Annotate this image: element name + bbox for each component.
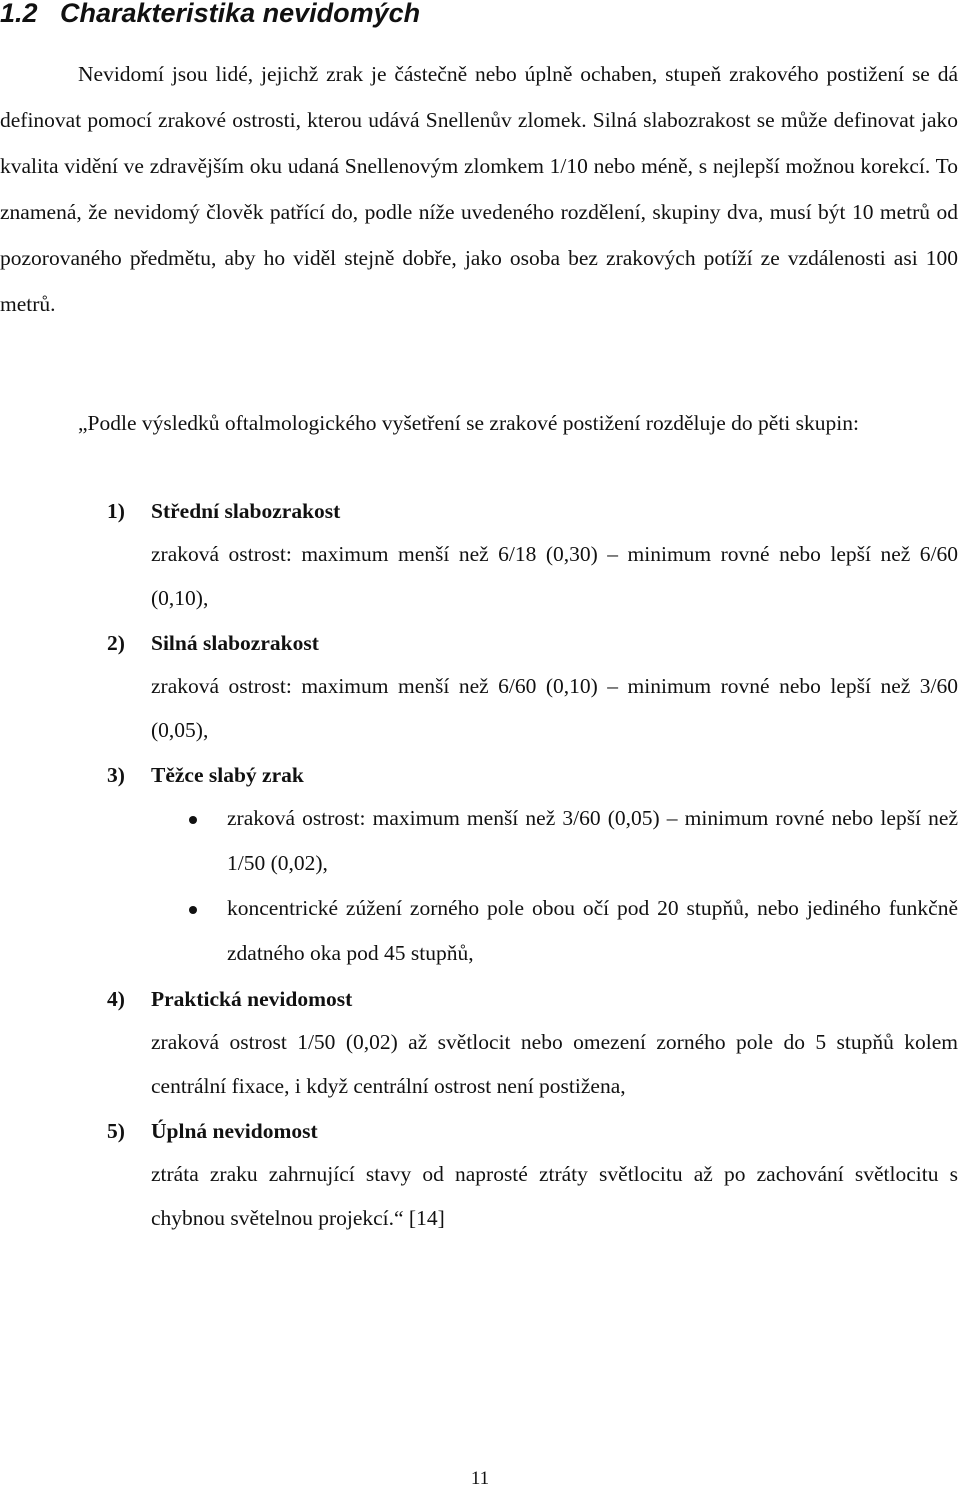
quote-intro-paragraph: „Podle výsledků oftalmologického vyšetření se zrakové postižení rozděluje do pěti skupin: bbox=[78, 411, 859, 435]
category-number: 4) bbox=[107, 987, 125, 1011]
category-header bbox=[0, 1108, 958, 1152]
category-description: zraková ostrost: maximum menší než 6/60 (0,10) – minimum rovné nebo lepší než 3/60 (0,05), bbox=[151, 674, 958, 742]
category-number: 1) bbox=[107, 499, 125, 523]
bullet-text: zraková ostrost: maximum menší než 3/60 (0,05) – minimum rovné nebo lepší než 1/50 (0,02), bbox=[227, 806, 958, 875]
category-number: 3) bbox=[107, 763, 125, 787]
category-item-2 bbox=[0, 620, 958, 752]
category-title: Praktická nevidomost bbox=[151, 987, 353, 1011]
category-title: Úplná nevidomost bbox=[151, 1119, 318, 1143]
category-title: Těžce slabý zrak bbox=[151, 763, 304, 787]
intro-paragraph: Nevidomí jsou lidé, jejichž zrak je částečně nebo úplně ochaben, stupeň zrakového postižení se dá definovat pomocí zrakové ostrosti, kterou udává Snellenův zlomek. Silná slabozrakost se může definovat jako kvalita vidění ve zdravějším oku udaná Snellenovým zlomkem 1/10 nebo méně, s nejlepší možnou korekcí. To znamená, že nevidomý člověk patřící do, podle níže uvedeného rozdělení, skupiny dva, musí být 10 metrů od pozorovaného předmětu, aby ho viděl stejně dobře, jako osoba bez zrakových potíží ze vzdálenosti asi 100 metrů. bbox=[0, 62, 958, 316]
bullet-dot-icon bbox=[189, 816, 197, 824]
category-title: Silná slabozrakost bbox=[151, 631, 319, 655]
impairment-categories-list bbox=[0, 488, 958, 1240]
category-number: 2) bbox=[107, 631, 125, 655]
category-header bbox=[0, 488, 958, 532]
category-item-4 bbox=[0, 976, 958, 1108]
category-item-1 bbox=[0, 488, 958, 620]
page-number: 11 bbox=[470, 1468, 490, 1489]
category-description: zraková ostrost 1/50 (0,02) až světlocit nebo omezení zorného pole do 5 stupňů kolem centrální fixace, i když centrální ostrost není postižena, bbox=[151, 1030, 958, 1098]
category-title: Střední slabozrakost bbox=[151, 499, 341, 523]
category-header bbox=[0, 976, 958, 1020]
section-number: 1.2 bbox=[0, 0, 38, 28]
category-item-3 bbox=[0, 752, 958, 976]
category-item-5 bbox=[0, 1108, 958, 1240]
category-number: 5) bbox=[107, 1119, 125, 1143]
bullet-dot-icon bbox=[189, 906, 197, 914]
bullet-item bbox=[227, 886, 958, 976]
category-description: ztráta zraku zahrnující stavy od naprosté ztráty světlocitu až po zachování světlocitu s chybnou světelnou projekcí.“ [14] bbox=[151, 1162, 958, 1230]
category-header bbox=[0, 752, 958, 796]
bullet-text: koncentrické zúžení zorného pole obou očí pod 20 stupňů, nebo jediného funkčně zdatného oka pod 45 stupňů, bbox=[227, 896, 958, 965]
bullet-item bbox=[227, 796, 958, 886]
category-bullet-list bbox=[0, 796, 958, 976]
category-header bbox=[0, 620, 958, 664]
section-title: Charakteristika nevidomých bbox=[60, 0, 421, 28]
category-description: zraková ostrost: maximum menší než 6/18 (0,30) – minimum rovné nebo lepší než 6/60 (0,10), bbox=[151, 542, 958, 610]
section-heading bbox=[0, 0, 420, 30]
